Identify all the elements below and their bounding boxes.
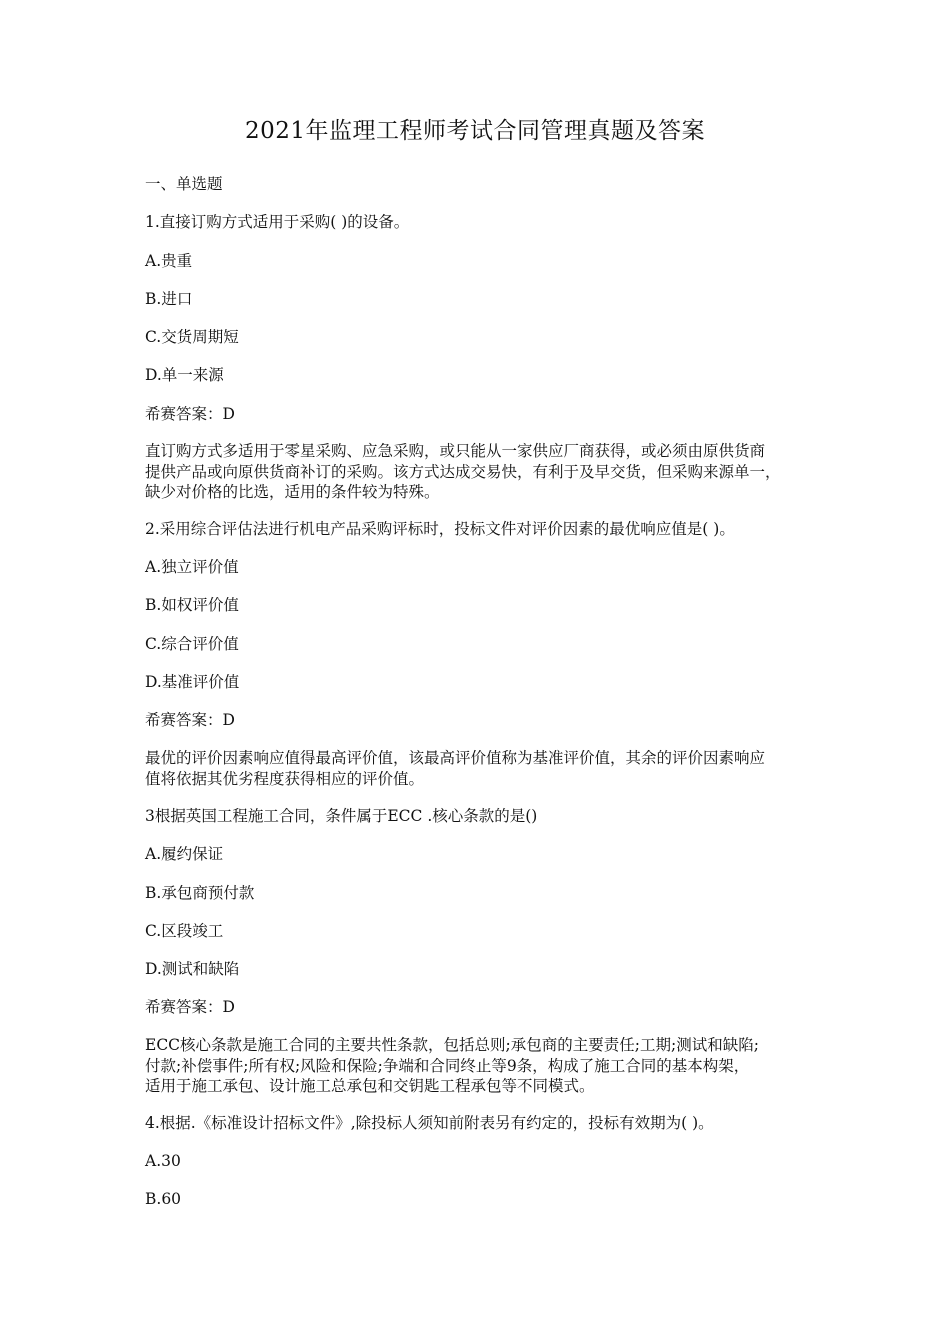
question-3-option-c: C.区段竣工 <box>145 922 224 940</box>
explanation-line: 缺少对价格的比选，适用的条件较为特殊。 <box>145 483 440 501</box>
explanation-line: 提供产品或向原供货商补订的采购。该方式达成交易快，有利于及早交货，但采购来源单一， <box>145 462 781 481</box>
section-heading: 一、单选题 <box>145 175 223 193</box>
question-1-option-b: B.进口 <box>145 290 193 308</box>
question-3-option-d: D.测试和缺陷 <box>145 960 240 978</box>
question-3-answer: 希赛答案：D <box>145 998 235 1016</box>
explanation-line: 适用于施工承包、设计施工总承包和交钥匙工程承包等不同模式。 <box>145 1077 595 1095</box>
question-3-stem: 3根据英国工程施工合同，条件属于ECC .核心条款的是() <box>145 807 538 825</box>
question-4-stem: 4.根据.《标准设计招标文件》,除投标人须知前附表另有约定的，投标有效期为( )。 <box>145 1114 714 1132</box>
explanation-line: 直订购方式多适用于零星采购、应急采购，或只能从一家供应厂商获得，或必须由原供货商 <box>145 442 766 460</box>
question-2-option-c: C.综合评价值 <box>145 635 239 653</box>
question-2-option-b: B.如权评价值 <box>145 596 239 614</box>
question-2-option-a: A.独立评价值 <box>145 558 239 576</box>
question-2-answer: 希赛答案：D <box>145 711 235 729</box>
question-4-option-b: B.60 <box>145 1190 182 1208</box>
explanation-line: ECC核心条款是施工合同的主要共性条款，包括总则;承包商的主要责任;工期;测试和缺陷; <box>145 1036 759 1054</box>
question-2-option-d: D.基准评价值 <box>145 673 240 691</box>
question-2-explanation <box>145 748 813 789</box>
question-3-explanation <box>145 1035 813 1097</box>
question-1-option-d: D.单一来源 <box>145 366 224 384</box>
question-4-option-a: A.30 <box>145 1152 181 1170</box>
explanation-line: 付款;补偿事件;所有权;风险和保险;争端和合同终止等9条，构成了施工合同的基本构架， <box>145 1056 750 1075</box>
question-3-option-a: A.履约保证 <box>145 845 224 863</box>
explanation-line: 值将依据其优劣程度获得相应的评价值。 <box>145 769 425 788</box>
question-1-answer: 希赛答案：D <box>145 405 235 423</box>
question-1-option-a: A.贵重 <box>145 252 193 270</box>
question-1-explanation <box>145 441 813 503</box>
document-title: 2021年监理工程师考试合同管理真题及答案 <box>244 118 706 144</box>
question-1-stem: 1.直接订购方式适用于采购( )的设备。 <box>145 213 410 231</box>
question-2-stem: 2.采用综合评估法进行机电产品采购评标时，投标文件对评价因素的最优响应值是( )。 <box>145 520 735 538</box>
question-3-option-b: B.承包商预付款 <box>145 884 255 902</box>
question-1-option-c: C.交货周期短 <box>145 328 239 346</box>
explanation-line: 最优的评价因素响应值得最高评价值，该最高评价值称为基准评价值，其余的评价因素响应 <box>145 749 766 767</box>
